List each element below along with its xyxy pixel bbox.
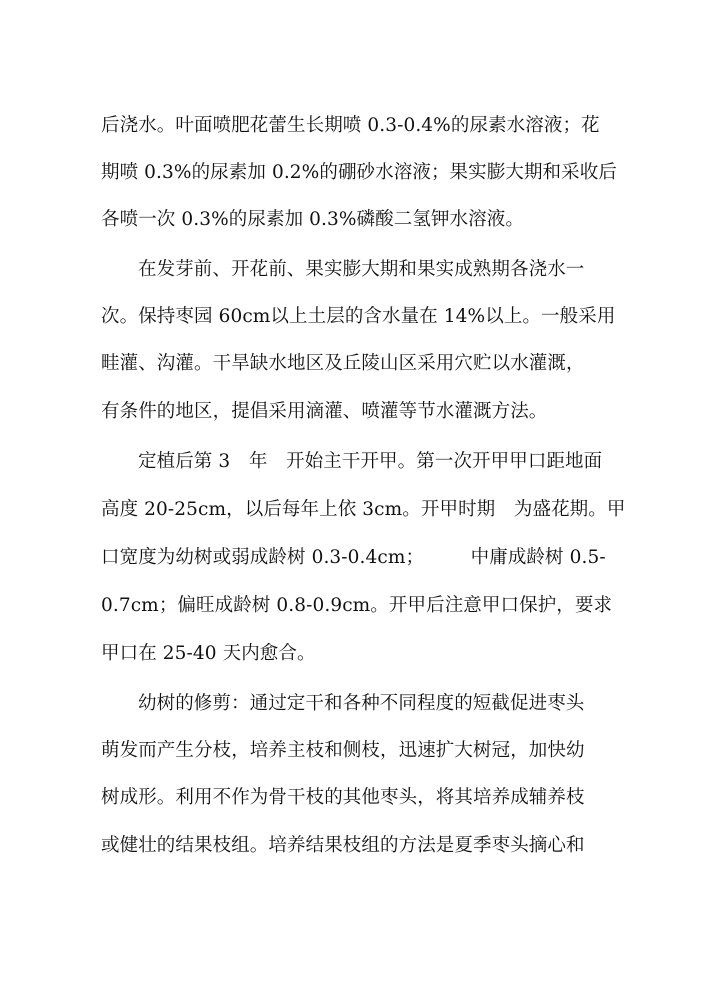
text-line: 高度 20-25cm，以后每年上依 3cm。开甲时期 为盛花期。甲: [101, 499, 626, 520]
text-line: 树成形。利用不作为骨干枝的其他枣头，将其培养成辅养枝: [101, 787, 585, 808]
text-line: 幼树的修剪：通过定干和各种不同程度的短截促进枣头: [138, 693, 585, 714]
text-line: 在发芽前、开花前、果实膨大期和果实成熟期各浇水一: [138, 259, 585, 280]
text-line: 或健壮的结果枝组。培养结果枝组的方法是夏季枣头摘心和: [101, 835, 585, 856]
text-line: 定植后第 3 年 开始主干开甲。第一次开甲甲口距地面: [138, 451, 603, 472]
text-line: 萌发而产生分枝，培养主枝和侧枝，迅速扩大树冠，加快幼: [101, 740, 585, 761]
text-line: 各喷一次 0.3%的尿素加 0.3%磷酸二氢钾水溶液。: [101, 209, 524, 230]
text-line: 畦灌、沟灌。干旱缺水地区及丘陵山区采用穴贮以水灌溉，: [101, 353, 585, 374]
text-line: 后浇水。叶面喷肥花蕾生长期喷 0.3-0.4%的尿素水溶液；花: [101, 115, 600, 136]
text-line: 甲口在 25-40 天内愈合。: [101, 643, 316, 664]
text-line: 0.7cm；偏旺成龄树 0.8-0.9cm。开甲后注意甲口保护，要求: [101, 595, 613, 616]
text-line: 期喷 0.3%的尿素加 0.2%的硼砂水溶液；果实膨大期和采收后: [101, 162, 617, 183]
text-line: 有条件的地区，提倡采用滴灌、喷灌等节水灌溉方法。: [101, 401, 548, 422]
text-line: 口宽度为幼树或弱成龄树 0.3-0.4cm； 中庸成龄树 0.5-: [101, 547, 606, 568]
text-line: 次。保持枣园 60cm以上土层的含水量在 14%以上。一般采用: [101, 306, 616, 327]
